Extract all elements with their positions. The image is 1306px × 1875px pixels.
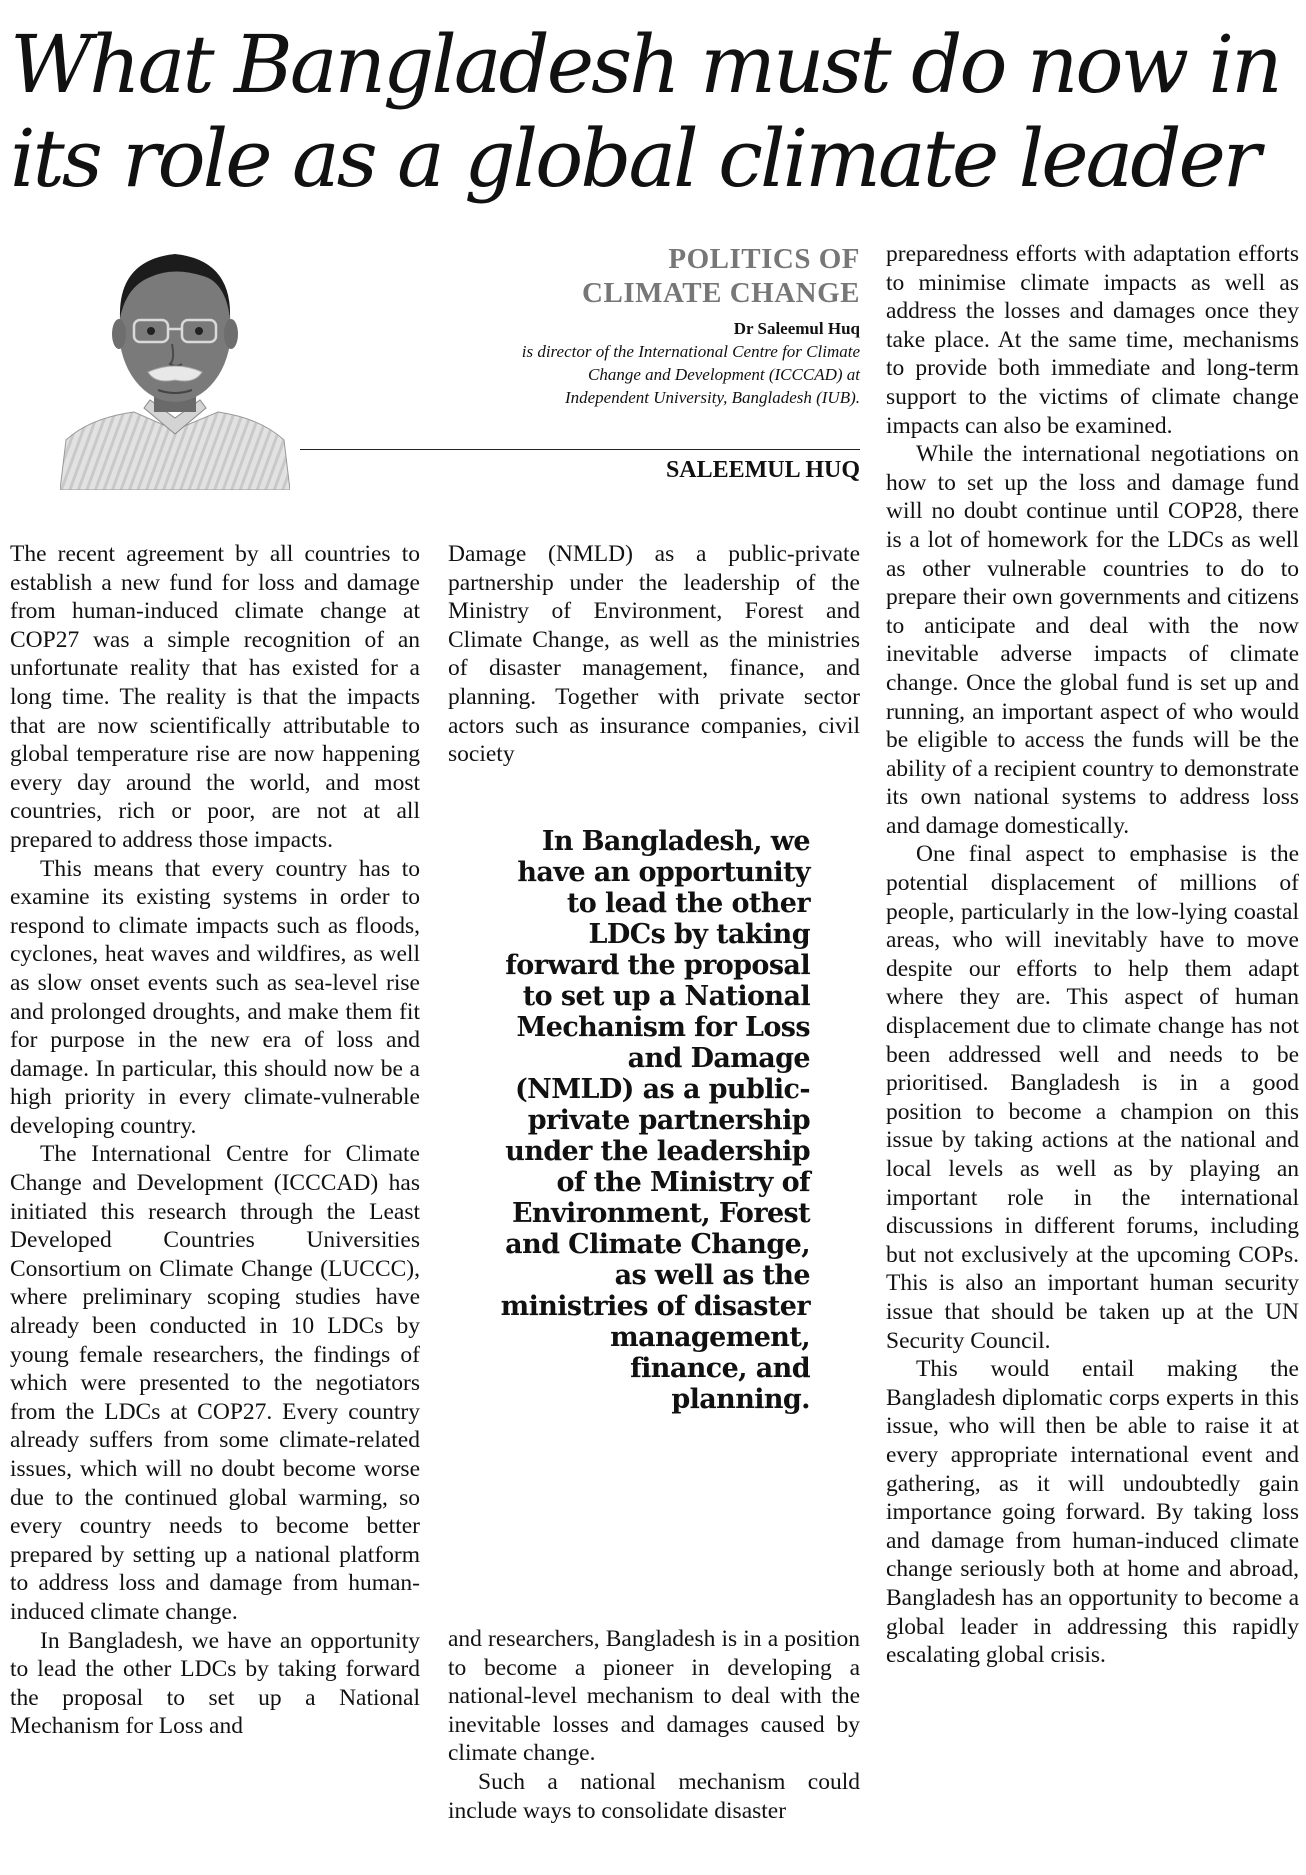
- kicker-line-2: CLIMATE CHANGE: [582, 277, 860, 309]
- byline-rule: [300, 449, 860, 450]
- article-column-1: [10, 540, 420, 1875]
- paragraph: The International Centre for Climate Change and Development (ICCCAD) has initiated this research through the Least Developed Countries Universities Consortium on Climate Change (LUCCC), where preliminary scoping studies have already been conducted in 10 LDCs by young female researchers, the findings of which were presented to the negotiators from the LDCs at COP27. Every country already suffers from some climate-related issues, which will no doubt become worse due to the continued global warming, so every country needs to become better prepared by setting up a national platform to address loss and damage from human-induced climate change.: [10, 1141, 420, 1625]
- article-column-3: [886, 240, 1299, 1670]
- paragraph: In Bangladesh, we have an opportunity to lead the other LDCs by taking forward the proposal to set up a National Mechanism for Loss and: [10, 1627, 420, 1740]
- paragraph: This means that every country has to examine its existing systems in order to respond to climate impacts such as floods, cyclones, heat waves and wildfires, as well as slow onset events such as sea-level rise and prolonged droughts, and make them fit for purpose in the new era of loss and damage. In particular, this should now be a high priority in every climate-vulnerable developing country.: [10, 855, 420, 1139]
- paragraph: and researchers, Bangladesh is in a position to become a pioneer in developing a national-level mechanism to deal with the inevitable losses and damages caused by climate change.: [448, 1626, 860, 1767]
- paragraph: Such a national mechanism could include ways to consolidate disaster: [448, 1768, 860, 1824]
- byline: SALEEMUL HUQ: [665, 457, 860, 483]
- pull-quote: In Bangladesh, we have an opportunity to lead the other LDCs by taking forward the proposal to set up a National Mechanism for Loss and Damage (NMLD) as a public-private partnership under the leadership of the Ministry of Environment, Forest and Climate Change, as well as the ministries of disaster management, finance, and planning.: [500, 826, 810, 1415]
- paragraph: preparedness efforts with adaptation efforts to minimise climate impacts as well as address the losses and damages once they take place. At the same time, mechanisms to provide both immediate and long-term support to the victims of climate change impacts can also be examined.: [886, 241, 1299, 439]
- paragraph: Damage (NMLD) as a public-private partnership under the leadership of the Ministry of Environment, Forest and Climate Change, as well as the ministries of disaster management, finance, and planning. Together with private sector actors such as insurance companies, civil society: [448, 541, 860, 768]
- paragraph: The recent agreement by all countries to establish a new fund for loss and damage from human-induced climate change at COP27 was a simple recognition of an unfortunate reality that has existed for a long time. The reality is that the impacts that are now scientifically attributable to global temperature rise are now happening every day around the world, and most countries, rich or poor, are not at all prepared to address those impacts.: [10, 541, 420, 853]
- author-bio-name: Dr Saleemul Huq: [733, 319, 860, 338]
- author-portrait: [60, 232, 290, 490]
- article-column-2-bottom: [448, 1625, 860, 1825]
- paragraph: While the international negotiations on how to set up the loss and damage fund will no doubt continue until COP28, there is a lot of homework for the LDCs as well as other vulnerable countries to do to prepare their own governments and citizens to anticipate and deal with the now inevitable adverse impacts of climate change. Once the global fund is set up and running, an important aspect of who would be eligible to access the funds will be the ability of a recipient country to demonstrate its own national systems to address loss and damage domestically.: [886, 441, 1299, 839]
- author-bio-description: is director of the International Centre for Climate Change and Development (ICCCAD) at Independent University, Bangladesh (IUB).: [521, 342, 860, 407]
- headline: What Bangladesh must do now in its role as a global climate leader: [10, 18, 1280, 205]
- paragraph: One final aspect to emphasise is the potential displacement of millions of people, particularly in the low-lying coastal areas, who will inevitably have to move despite our efforts to help them adapt where they are. This aspect of human displacement due to climate change has not been addressed well and needs to be prioritised. Bangladesh is in a good position to become a champion on this issue by taking actions at the national and local levels as well as by playing an important role in the international discussions in different forums, including but not exclusively at the upcoming COPs. This is also an important human security issue that should be taken up at the UN Security Council.: [886, 841, 1299, 1354]
- paragraph: This would entail making the Bangladesh diplomatic corps experts in this issue, who will then be able to raise it at every appropriate international event and gathering, as it will undoubtedly gain importance going forward. By taking loss and damage from human-induced climate change seriously both at home and abroad, Bangladesh has an opportunity to become a global leader in addressing this rapidly escalating global crisis.: [886, 1356, 1299, 1669]
- column-kicker: [450, 242, 860, 310]
- article-column-2-top: [448, 540, 860, 769]
- kicker-line-1: POLITICS OF: [668, 243, 860, 275]
